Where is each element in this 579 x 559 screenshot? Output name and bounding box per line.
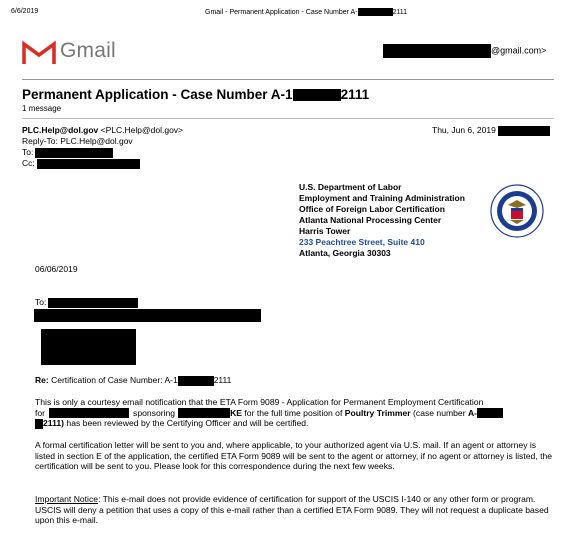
- paragraph-important-notice: Important Notice: This e-mail does not provide evidence of certification for support of the USCIS I-140 or any other form or program. USCIS will deny a petition that uses a copy of this e-mail rather than a certified ETA Form 9089. They will not request a duplicate based upon this e-mail.: [35, 494, 549, 526]
- redaction: [178, 376, 214, 386]
- redaction: [477, 408, 503, 418]
- letterhead-line1: U.S. Department of Labor: [299, 182, 402, 192]
- sender[interactable]: PLC.Help@dol.gov <PLC.Help@dol.gov>: [22, 125, 184, 135]
- to-line: To:: [22, 147, 113, 158]
- print-title: Gmail - Permanent Application - Case Number A- 2111: [205, 8, 408, 16]
- redaction: [358, 8, 393, 16]
- gmail-envelope-icon: [22, 40, 56, 66]
- paragraph-notification: This is only a courtesy email notification that the ETA Form 9089 - Application for Permanent Employment Certification for sponsoring KE for the full time position of Poultry Trimmer (case number A- 2111) has been reviewed by the Certifying Officer and will be certified.: [35, 397, 555, 429]
- redaction: [34, 309, 261, 322]
- gmail-logo[interactable]: [22, 40, 56, 71]
- letterhead-address-link[interactable]: 233 Peachtree Street, Suite 410: [299, 237, 425, 247]
- header-divider: [22, 79, 554, 80]
- email-date: Thu, Jun 6, 2019: [432, 125, 550, 136]
- paragraph-formal-letter: A formal certification letter will be sent to you and, where applicable, to your authorized agent via U.S. mail. If an agent or attorney is listed in section E of the application, the certified ETA Form 9089 will be sent to the agent or attorney, if no agent or attorney is listed, the certification will be sent to you. Please look for this correspondence during the next few weeks.: [35, 440, 553, 472]
- redaction: [35, 148, 113, 158]
- letterhead-line7: Atlanta, Georgia 30303: [299, 248, 391, 258]
- email-subject: Permanent Application - Case Number A-1 2111: [22, 87, 370, 102]
- subject-divider: [22, 118, 554, 119]
- letter-date: 06/06/2019: [35, 264, 78, 274]
- gmail-logo-text: Gmail: [60, 39, 116, 62]
- letter-to: To:: [35, 297, 138, 308]
- redaction: [49, 408, 129, 418]
- re-line: Re: Certification of Case Number: A-1 2111: [35, 375, 232, 385]
- letterhead-line2: Employment and Training Administration: [299, 193, 465, 203]
- letterhead-line4: Atlanta National Processing Center: [299, 215, 442, 225]
- redaction: [35, 419, 43, 429]
- redaction: [41, 329, 136, 365]
- letterhead-line3: Office of Foreign Labor Certification: [299, 204, 445, 214]
- print-date: 6/6/2019: [11, 8, 39, 15]
- letterhead-line5: Harris Tower: [299, 226, 351, 236]
- redaction: [383, 44, 491, 58]
- redaction: [178, 408, 230, 418]
- cc-line: Cc:: [22, 158, 140, 169]
- redaction: [48, 298, 138, 308]
- message-count: 1 message: [22, 104, 62, 113]
- redaction: [293, 89, 341, 101]
- redaction: [37, 159, 140, 169]
- dol-seal-icon: [490, 184, 544, 243]
- reply-to: Reply-To: PLC.Help@dol.gov: [22, 136, 133, 146]
- redaction: [498, 126, 550, 136]
- account-email: @gmail.com>: [383, 44, 546, 58]
